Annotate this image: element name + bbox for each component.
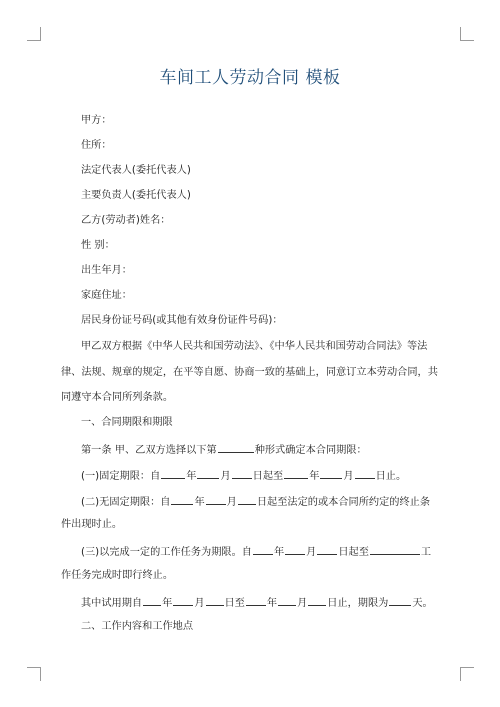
preamble-line: 律、法规、规章的规定，在平等自愿、协商一致的基础上，同意订立本劳动合同，共 <box>61 367 438 378</box>
clause-open-term <box>81 493 430 510</box>
blank-field <box>171 493 193 505</box>
blank-field <box>143 594 161 606</box>
clause-text: 年 <box>273 547 285 558</box>
preamble-line: 甲乙双方根据《中华人民共和国劳动法》、《中华人民共和国劳动合同法》等法 <box>81 341 428 352</box>
blank-field <box>253 543 273 555</box>
clause-text: 日止，期限为 <box>327 598 389 609</box>
field-id-number: 居民身份证号码(或其他有效身份证件号码)： <box>81 315 283 326</box>
clause-text: 月 <box>343 471 354 482</box>
clause-text: (一)固定期限：自 <box>81 471 161 482</box>
blank-field <box>232 467 252 479</box>
field-party-b-name: 乙方(劳动者)姓名： <box>81 215 171 226</box>
clause-text: 日起至 <box>252 471 284 482</box>
crop-mark-top-left <box>27 27 41 41</box>
clause-text: 月 <box>226 497 237 508</box>
blank-field <box>355 467 375 479</box>
clause-text: 年 <box>194 497 205 508</box>
clause-text: 日至 <box>224 598 245 609</box>
blank-field <box>317 543 337 555</box>
crop-mark-bottom-right <box>460 667 474 681</box>
blank-field <box>246 594 266 606</box>
blank-field <box>173 594 193 606</box>
clause-text: 日起至 <box>338 547 369 558</box>
clause-text: 日止。 <box>375 471 407 482</box>
clause-task-term-cont: 作任务完成时即行终止。 <box>61 570 174 581</box>
field-home-address: 家庭住址： <box>81 290 132 301</box>
clause-text: 年 <box>266 598 278 609</box>
field-birth-date: 出生年月： <box>81 265 132 276</box>
field-principal: 主要负责人(委托代表人) <box>81 190 191 201</box>
crop-mark-bottom-left <box>27 667 41 681</box>
clause-text: 天。 <box>412 598 433 609</box>
blank-field <box>284 467 308 479</box>
section-heading: 二、工作内容和工作地点 <box>81 621 194 632</box>
blank-field <box>161 467 185 479</box>
blank-field <box>370 543 420 555</box>
clause-text: 年 <box>309 471 320 482</box>
clause-fixed-term <box>81 467 406 484</box>
field-gender: 性 别： <box>81 240 115 251</box>
crop-mark-top-right <box>460 27 474 41</box>
document-title: 车间工人劳动合同 模板 <box>159 68 341 88</box>
blank-field <box>218 441 254 453</box>
clause-text: 其中试用期自 <box>81 598 143 609</box>
clause-text: 月 <box>220 471 231 482</box>
clause-text: 年 <box>186 471 197 482</box>
clause-probation <box>81 594 433 611</box>
field-address: 住所： <box>81 140 112 151</box>
blank-field <box>206 493 226 505</box>
article-1-text: 第一条 甲、乙双方选择以下第 <box>81 445 217 456</box>
clause-text: 月 <box>194 598 205 609</box>
blank-field <box>320 467 342 479</box>
blank-field <box>278 594 296 606</box>
clause-text: 月 <box>306 547 317 558</box>
preamble-line: 同遵守本合同所列条款。 <box>61 392 174 403</box>
clause-open-term-cont: 件出现时止。 <box>61 519 123 530</box>
blank-field <box>197 467 219 479</box>
blank-field <box>206 594 224 606</box>
blank-field <box>389 594 411 606</box>
blank-field <box>285 543 305 555</box>
clause-text: 日起至法定的或本合同所约定的终止条 <box>256 497 431 508</box>
field-legal-representative: 法定代表人(委托代表人) <box>81 165 191 176</box>
article-1 <box>81 441 367 458</box>
blank-field <box>308 594 326 606</box>
clause-text: 年 <box>162 598 173 609</box>
clause-text: 工 <box>420 547 432 558</box>
section-heading: 一、合同期限和期限 <box>81 417 173 428</box>
clause-text: (二)无固定期限：自 <box>81 497 171 508</box>
article-1-text: 种形式确定本合同期限： <box>254 445 367 456</box>
clause-text: (三)以完成一定的工作任务为期限。自 <box>81 547 252 558</box>
field-party-a: 甲方： <box>81 115 112 126</box>
blank-field <box>238 493 256 505</box>
clause-task-term <box>81 543 431 560</box>
clause-text: 月 <box>297 598 308 609</box>
